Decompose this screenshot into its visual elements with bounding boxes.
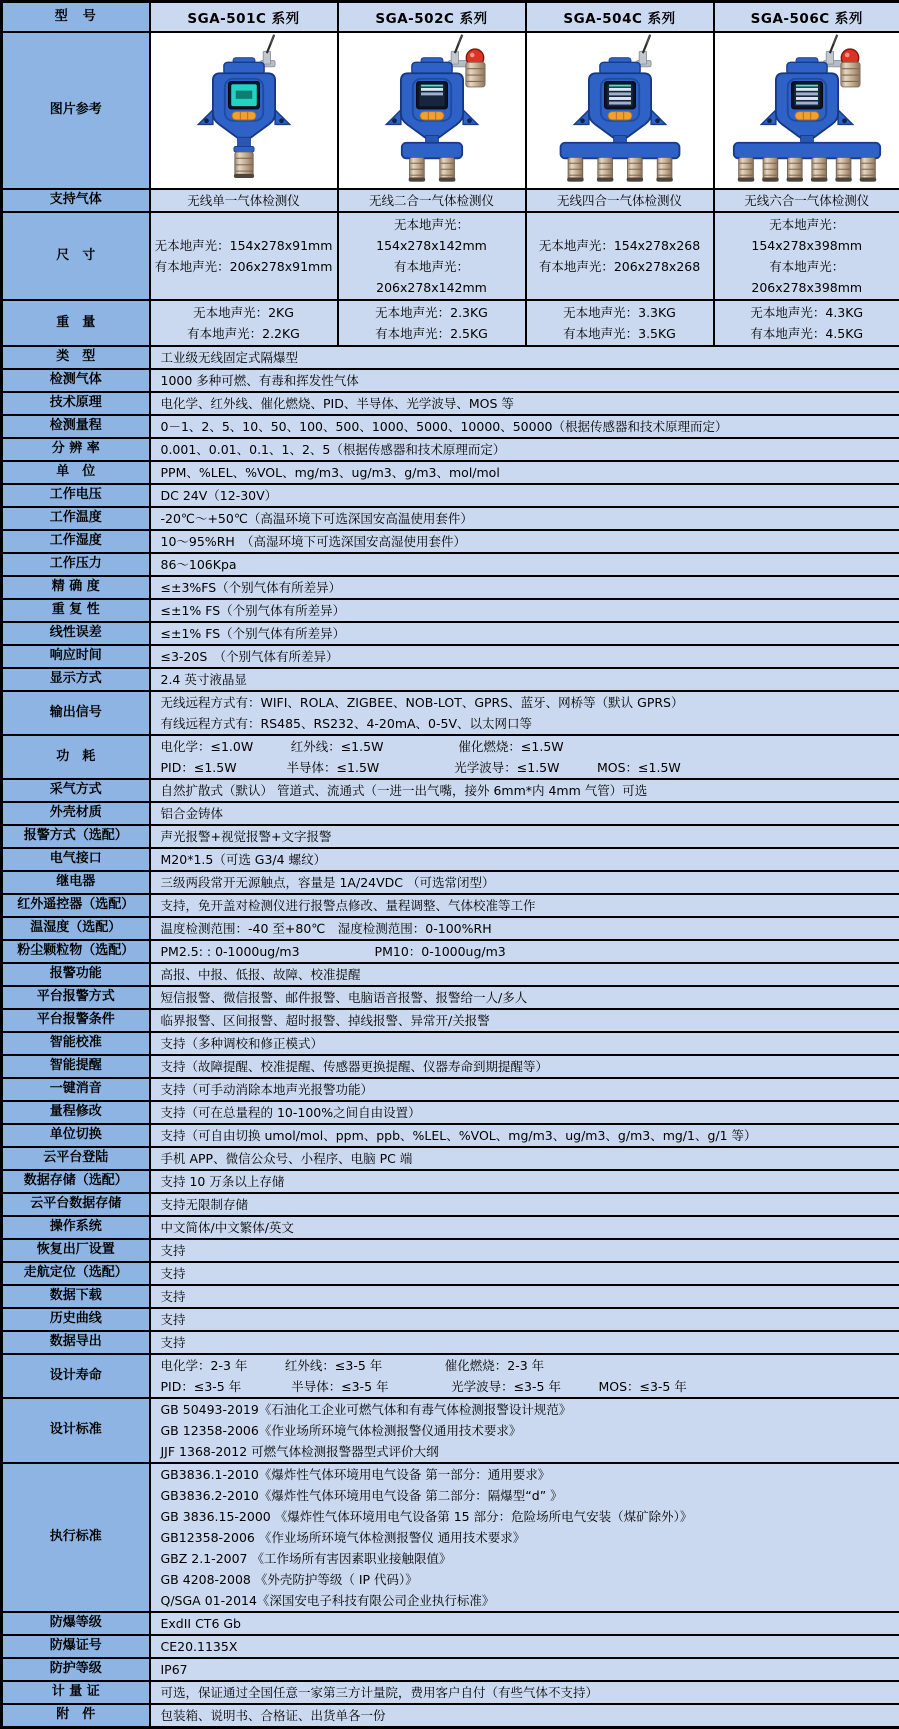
row-label: 云平台数据存储 <box>2 1193 150 1216</box>
spec-row-history-curve <box>2 1308 899 1331</box>
spec-line: PID：≤3-5 年 半导体：≤3-5 年 光学波导：≤3-5 年 MOS：≤3-5 年 <box>161 1376 890 1397</box>
row-value <box>150 1285 899 1308</box>
row-label: 平台报警条件 <box>2 1009 150 1032</box>
spec-row-display <box>2 668 899 691</box>
row-value <box>150 599 899 622</box>
row-value <box>150 1101 899 1124</box>
row-value <box>150 438 899 461</box>
spec-line: ≤±3%FS（个别气体有所差异） <box>161 577 890 598</box>
row-label: 响应时间 <box>2 645 150 668</box>
spec-row-response <box>2 645 899 668</box>
spec-line: GB 50493-2019《石油化工企业可燃气体和有毒气体检测报警设计规范》 <box>161 1399 890 1420</box>
spec-line: PID：≤1.5W 半导体：≤1.5W 光学波导：≤1.5W MOS：≤1.5W <box>161 757 890 778</box>
spec-row-detect-gas <box>2 369 899 392</box>
spec-line: 支持（可在总量程的 10-100%之间自由设置） <box>161 1102 890 1123</box>
spec-line: ExdII CT6 Gb <box>161 1613 890 1634</box>
spec-row-nav-position <box>2 1262 899 1285</box>
device-keypad <box>420 112 444 120</box>
row-label: 走航定位（选配） <box>2 1262 150 1285</box>
row-value <box>150 1193 899 1216</box>
spec-line: 电化学、红外线、催化燃烧、PID、半导体、光学波导、MOS 等 <box>161 393 890 414</box>
spec-line: 支持 10 万条以上存储 <box>161 1171 890 1192</box>
row-label: 粉尘颗粒物（选配） <box>2 940 150 963</box>
row-label: 显示方式 <box>2 668 150 691</box>
spec-line: 支持 <box>161 1309 890 1330</box>
row-value <box>150 779 899 802</box>
dimension-line: 有本地声光：206x278x91mm <box>152 256 336 277</box>
row-label: 设计寿命 <box>2 1354 150 1398</box>
row-label: 工作湿度 <box>2 530 150 553</box>
weight-value <box>714 300 899 346</box>
dimension-line: 无本地声光：154x278x91mm <box>152 235 336 256</box>
dimensions-row <box>2 212 899 300</box>
spec-row-smart-cal <box>2 1032 899 1055</box>
row-value <box>150 963 899 986</box>
spec-line: 温度检测范围：-40 至+80℃ 湿度检测范围：0-100%RH <box>161 918 890 939</box>
spec-line: GB 12358-2006《作业场所环境气体检测报警仪通用技术要求》 <box>161 1420 890 1441</box>
spec-line: JJF 1368-2012 可燃气体检测报警器型式评价大纲 <box>161 1441 890 1462</box>
spec-row-temp-humidity <box>2 917 899 940</box>
spec-line: PPM、%LEL、%VOL、mg/m3、ug/m3、g/m3、mol/mol <box>161 462 890 483</box>
row-value <box>150 530 899 553</box>
weight-row <box>2 300 899 346</box>
spec-row-cloud-login <box>2 1147 899 1170</box>
spec-row-resolution <box>2 438 899 461</box>
row-label: 防爆等级 <box>2 1612 150 1635</box>
spec-line: 支持（多种调校和修正模式） <box>161 1033 890 1054</box>
product-image-cell-SGA-506C <box>714 32 899 189</box>
row-value <box>150 917 899 940</box>
row-label: 类 型 <box>2 346 150 369</box>
row-value <box>150 622 899 645</box>
weight-line: 有本地声光：2.5KG <box>340 323 524 344</box>
model-name-sga-506c: SGA-506C 系列 <box>714 2 899 32</box>
weight-line: 有本地声光：3.5KG <box>528 323 712 344</box>
product-image-cell-SGA-501C <box>150 32 338 189</box>
spec-line: GBZ 2.1-2007 《工作场所有害因素职业接触限值》 <box>161 1548 890 1569</box>
row-value <box>150 1147 899 1170</box>
row-label: 图片参考 <box>2 32 150 189</box>
spec-line: PM2.5: : 0-1000ug/m3 PM10：0-1000ug/m3 <box>161 941 890 962</box>
spec-row-work-temp <box>2 507 899 530</box>
spec-row-principle <box>2 392 899 415</box>
row-value <box>150 1354 899 1398</box>
row-label: 重 复 性 <box>2 599 150 622</box>
row-value <box>150 825 899 848</box>
spec-line: 有线远程方式有：RS485、RS232、4-20mA、0-5V、以太网口等 <box>161 713 890 734</box>
spec-row-design-std <box>2 1398 899 1463</box>
row-label: 操作系统 <box>2 1216 150 1239</box>
dimension-line: 有本地声光：206x278x142mm <box>340 256 524 298</box>
spec-row-dust <box>2 940 899 963</box>
row-value <box>150 1398 899 1463</box>
spec-row-ir-remote <box>2 894 899 917</box>
row-label: 电气接口 <box>2 848 150 871</box>
row-label: 执行标准 <box>2 1463 150 1612</box>
spec-row-accessories <box>2 1704 899 1728</box>
spec-row-electrical-port <box>2 848 899 871</box>
spec-line: 支持 <box>161 1286 890 1307</box>
spec-line: 86～106Kpa <box>161 554 890 575</box>
product-image-cell-SGA-502C <box>338 32 526 189</box>
spec-line: GB 3836.15-2000 《爆炸性气体环境用电气设备第 15 部分：危险场所电气安装（煤矿除外）》 <box>161 1506 890 1527</box>
row-value <box>150 1463 899 1612</box>
device-keypad <box>795 112 819 120</box>
spec-row-platform-alarm-mode <box>2 986 899 1009</box>
dimension-line: 无本地声光：154x278x142mm <box>340 214 524 256</box>
device-keypad <box>232 112 256 120</box>
row-value <box>150 415 899 438</box>
spec-line: 0－1、2、5、10、50、100、500、1000、5000、10000、50000（根据传感器和技术原理而定） <box>161 416 890 437</box>
spec-line: GB3836.2-2010《爆炸性气体环境用电气设备 第二部分：隔爆型“d” 》 <box>161 1485 890 1506</box>
spec-row-exec-std <box>2 1463 899 1612</box>
spec-line: 手机 APP、微信公众号、小程序、电脑 PC 端 <box>161 1148 890 1169</box>
model-name-sga-501c: SGA-501C 系列 <box>150 2 338 32</box>
spec-line: IP67 <box>161 1659 890 1680</box>
dimensions-value <box>714 212 899 300</box>
spec-line: Q/SGA 01-2014《深国安电子科技有限公司企业执行标准》 <box>161 1590 890 1611</box>
row-value <box>150 1704 899 1728</box>
row-value <box>150 1055 899 1078</box>
spec-line: 三级两段常开无源触点，容量是 1A/24VDC （可选常闭型） <box>161 872 890 893</box>
spec-line: 包装箱、说明书、合格证、出货单各一份 <box>161 1705 890 1726</box>
model-header-label: 型 号 <box>2 2 150 32</box>
row-value <box>150 1216 899 1239</box>
product-image-row <box>2 32 899 189</box>
spec-line: GB3836.1-2010《爆炸性气体环境用电气设备 第一部分：通用要求》 <box>161 1464 890 1485</box>
model-header-row <box>2 2 899 32</box>
spec-row-ip-grade <box>2 1658 899 1681</box>
row-value <box>150 1612 899 1635</box>
spec-line: 0.001、0.01、0.1、1、2、5（根据传感器和技术原理而定） <box>161 439 890 460</box>
supported-gas-value: 无线二合一气体检测仪 <box>338 189 526 212</box>
spec-row-shell <box>2 802 899 825</box>
spec-row-lifespan <box>2 1354 899 1398</box>
dimension-line: 无本地声光：154x278x398mm <box>716 214 899 256</box>
row-value <box>150 1331 899 1354</box>
row-label: 云平台登陆 <box>2 1147 150 1170</box>
row-value <box>150 392 899 415</box>
spec-row-type <box>2 346 899 369</box>
spec-row-metrology-cert <box>2 1681 899 1704</box>
row-label: 外壳材质 <box>2 802 150 825</box>
row-value <box>150 668 899 691</box>
row-value <box>150 1078 899 1101</box>
sensor-manifold <box>401 143 461 159</box>
supported-gas-value: 无线六合一气体检测仪 <box>714 189 899 212</box>
row-label: 恢复出厂设置 <box>2 1239 150 1262</box>
spec-row-sampling <box>2 779 899 802</box>
spec-line: 支持（可手动消除本地声光报警功能） <box>161 1079 890 1100</box>
row-value <box>150 1009 899 1032</box>
spec-row-os <box>2 1216 899 1239</box>
row-label: 精 确 度 <box>2 576 150 599</box>
row-label: 历史曲线 <box>2 1308 150 1331</box>
spec-row-voltage <box>2 484 899 507</box>
row-label: 单位切换 <box>2 1124 150 1147</box>
spec-line: ≤±1% FS（个别气体有所差异） <box>161 600 890 621</box>
spec-line: 支持 <box>161 1240 890 1261</box>
spec-line: 高报、中报、低报、故障、校准提醒 <box>161 964 890 985</box>
dimensions-value <box>150 212 338 300</box>
row-label: 工作压力 <box>2 553 150 576</box>
row-value <box>150 1635 899 1658</box>
row-value <box>150 894 899 917</box>
row-label: 技术原理 <box>2 392 150 415</box>
row-value <box>150 1124 899 1147</box>
row-label: 防护等级 <box>2 1658 150 1681</box>
spec-line: ≤3-20S （个别气体有所差异） <box>161 646 890 667</box>
spec-row-platform-alarm-cond <box>2 1009 899 1032</box>
product-image-SGA-502C <box>341 33 523 183</box>
row-label: 继电器 <box>2 871 150 894</box>
spec-row-exproof-grade <box>2 1612 899 1635</box>
spec-row-range <box>2 415 899 438</box>
spec-row-unit <box>2 461 899 484</box>
sensor-manifold <box>734 143 880 159</box>
spec-line: 支持 <box>161 1332 890 1353</box>
row-label: 量程修改 <box>2 1101 150 1124</box>
spec-line: 临界报警、区间报警、超时报警、掉线报警、异常开/关报警 <box>161 1010 890 1031</box>
spec-row-factory-reset <box>2 1239 899 1262</box>
weight-value <box>150 300 338 346</box>
weight-line: 无本地声光：4.3KG <box>716 302 899 323</box>
row-label: 采气方式 <box>2 779 150 802</box>
spec-line: CE20.1135X <box>161 1636 890 1657</box>
row-label: 输出信号 <box>2 691 150 735</box>
row-label: 计 量 证 <box>2 1681 150 1704</box>
row-label: 分 辨 率 <box>2 438 150 461</box>
spec-row-linearity <box>2 622 899 645</box>
row-value <box>150 802 899 825</box>
row-value <box>150 507 899 530</box>
row-value <box>150 369 899 392</box>
row-label: 功 耗 <box>2 735 150 779</box>
spec-line: 10～95%RH （高湿环境下可选深国安高湿使用套件） <box>161 531 890 552</box>
row-label: 报警功能 <box>2 963 150 986</box>
row-value <box>150 1170 899 1193</box>
spec-line: 支持无限制存储 <box>161 1194 890 1215</box>
weight-line: 无本地声光：2KG <box>152 302 336 323</box>
weight-value <box>338 300 526 346</box>
spec-row-data-download <box>2 1285 899 1308</box>
spec-line: -20℃～+50℃（高温环境下可选深国安高温使用套件） <box>161 508 890 529</box>
row-label: 线性误差 <box>2 622 150 645</box>
row-value <box>150 940 899 963</box>
weight-line: 无本地声光：2.3KG <box>340 302 524 323</box>
row-value <box>150 691 899 735</box>
spec-line: 支持，免开盖对检测仪进行报警点修改、量程调整、气体校准等工作 <box>161 895 890 916</box>
product-image-SGA-506C <box>716 33 898 183</box>
spec-row-power <box>2 735 899 779</box>
spec-line: ≤±1% FS（个别气体有所差异） <box>161 623 890 644</box>
spec-line: M20*1.5（可选 G3/4 螺纹） <box>161 849 890 870</box>
spec-row-cloud-storage <box>2 1193 899 1216</box>
spec-line: 自然扩散式（默认） 管道式、流通式（一进一出气嘴，接外 6mm*内 4mm 气管）可选 <box>161 780 890 801</box>
spec-line: 工业级无线固定式隔爆型 <box>161 347 890 368</box>
spec-line: GB 4208-2008 《外壳防护等级（ IP 代码）》 <box>161 1569 890 1590</box>
spec-row-exproof-cert <box>2 1635 899 1658</box>
row-value <box>150 484 899 507</box>
spec-line: 支持 <box>161 1263 890 1284</box>
row-value <box>150 1032 899 1055</box>
spec-line: 1000 多种可燃、有毒和挥发性气体 <box>161 370 890 391</box>
model-name-sga-502c: SGA-502C 系列 <box>338 2 526 32</box>
product-image-SGA-501C <box>153 33 335 183</box>
row-label: 单 位 <box>2 461 150 484</box>
spec-row-range-modify <box>2 1101 899 1124</box>
spec-row-smart-remind <box>2 1055 899 1078</box>
dimension-line: 有本地声光：206x278x268 <box>528 256 712 277</box>
row-value <box>150 1239 899 1262</box>
weight-line: 无本地声光：3.3KG <box>528 302 712 323</box>
row-label: 检测气体 <box>2 369 150 392</box>
row-label: 红外遥控器（选配） <box>2 894 150 917</box>
row-value <box>150 346 899 369</box>
spec-line: 铝合金铸体 <box>161 803 890 824</box>
spec-line: 中文简体/中文繁体/英文 <box>161 1217 890 1238</box>
spec-line: 可选，保证通过全国任意一家第三方计量院，费用客户自付（有些气体不支持） <box>161 1682 890 1703</box>
row-label: 工作温度 <box>2 507 150 530</box>
spec-row-output-signal <box>2 691 899 735</box>
row-value <box>150 461 899 484</box>
product-image-cell-SGA-504C <box>526 32 714 189</box>
row-value <box>150 871 899 894</box>
spec-row-alarm-func <box>2 963 899 986</box>
spec-row-data-export <box>2 1331 899 1354</box>
row-label: 数据导出 <box>2 1331 150 1354</box>
dimensions-value <box>338 212 526 300</box>
spec-row-one-key-mute <box>2 1078 899 1101</box>
row-value <box>150 1308 899 1331</box>
row-value <box>150 986 899 1009</box>
dimension-line: 无本地声光：154x278x268 <box>528 235 712 256</box>
spec-row-pressure <box>2 553 899 576</box>
row-label: 防爆证号 <box>2 1635 150 1658</box>
spec-row-accuracy <box>2 576 899 599</box>
supported-gas-row <box>2 189 899 212</box>
spec-row-unit-switch <box>2 1124 899 1147</box>
row-label: 智能提醒 <box>2 1055 150 1078</box>
row-label: 数据存储（选配） <box>2 1170 150 1193</box>
row-label: 工作电压 <box>2 484 150 507</box>
row-value <box>150 1681 899 1704</box>
row-label: 数据下载 <box>2 1285 150 1308</box>
spec-line: 2.4 英寸液晶显 <box>161 669 890 690</box>
row-label: 设计标准 <box>2 1398 150 1463</box>
weight-line: 有本地声光：4.5KG <box>716 323 899 344</box>
row-value <box>150 848 899 871</box>
weight-value <box>526 300 714 346</box>
product-image-SGA-504C <box>529 33 711 183</box>
spec-line: GB12358-2006 《作业场所环境气体检测报警仪 通用技术要求》 <box>161 1527 890 1548</box>
row-label: 报警方式（选配） <box>2 825 150 848</box>
spec-line: 支持（故障提醒、校准提醒、传感器更换提醒、仪器寿命到期提醒等） <box>161 1056 890 1077</box>
spec-row-work-humidity <box>2 530 899 553</box>
spec-line: DC 24V（12-30V） <box>161 485 890 506</box>
supported-gas-value: 无线四合一气体检测仪 <box>526 189 714 212</box>
row-label: 智能校准 <box>2 1032 150 1055</box>
row-value <box>150 735 899 779</box>
spec-line: 支持（可自由切换 umol/mol、ppm、ppb、%LEL、%VOL、mg/m3、ug/m3、g/m3、mg/1、g/1 等） <box>161 1125 890 1146</box>
spec-row-relay <box>2 871 899 894</box>
dimension-line: 有本地声光：206x278x398mm <box>716 256 899 298</box>
sensor-manifold <box>560 143 679 159</box>
dimensions-value <box>526 212 714 300</box>
spec-line: 电化学：2-3 年 红外线：≤3-5 年 催化燃烧：2-3 年 <box>161 1355 890 1376</box>
weight-line: 有本地声光：2.2KG <box>152 323 336 344</box>
model-name-sga-504c: SGA-504C 系列 <box>526 2 714 32</box>
row-label: 尺 寸 <box>2 212 150 300</box>
spec-line: 声光报警+视觉报警+文字报警 <box>161 826 890 847</box>
row-value <box>150 1262 899 1285</box>
device-keypad <box>608 112 632 120</box>
row-label: 一键消音 <box>2 1078 150 1101</box>
spec-line: 电化学：≤1.0W 红外线：≤1.5W 催化燃烧：≤1.5W <box>161 736 890 757</box>
row-label: 支持气体 <box>2 189 150 212</box>
row-label: 重 量 <box>2 300 150 346</box>
row-value <box>150 1658 899 1681</box>
row-label: 检测量程 <box>2 415 150 438</box>
spec-row-data-storage <box>2 1170 899 1193</box>
spec-line: 短信报警、微信报警、邮件报警、电脑语音报警、报警给一人/多人 <box>161 987 890 1008</box>
spec-row-alarm-mode <box>2 825 899 848</box>
row-value <box>150 553 899 576</box>
spec-line: 无线远程方式有：WIFI、ROLA、ZIGBEE、NOB-LOT、GPRS、蓝牙、网桥等（默认 GPRS） <box>161 692 890 713</box>
spec-row-repeatability <box>2 599 899 622</box>
row-value <box>150 576 899 599</box>
supported-gas-value: 无线单一气体检测仪 <box>150 189 338 212</box>
row-value <box>150 645 899 668</box>
row-label: 温湿度（选配） <box>2 917 150 940</box>
row-label: 附 件 <box>2 1704 150 1728</box>
row-label: 平台报警方式 <box>2 986 150 1009</box>
